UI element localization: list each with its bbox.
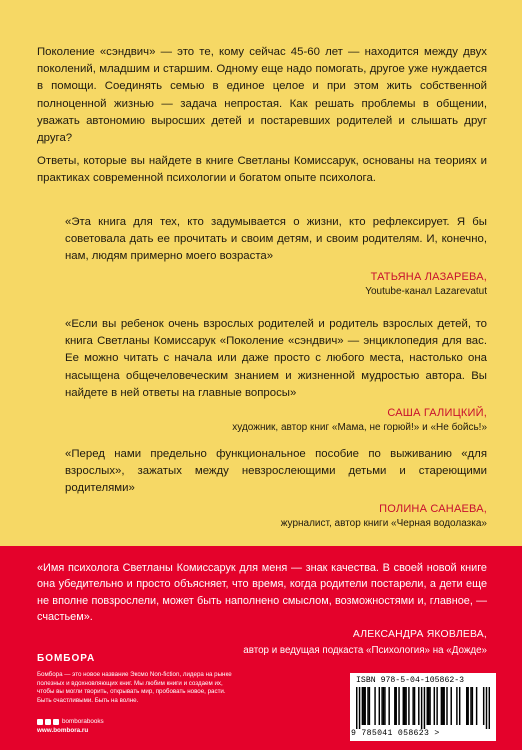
barcode-bar xyxy=(363,687,364,725)
facebook-icon xyxy=(37,719,43,725)
barcode-bar xyxy=(383,687,384,725)
barcode-bar xyxy=(456,687,457,725)
intro-paragraph-1: Поколение «сэндвич» — это те, кому сейчас 45-60 лет — находится между двух поколений, младшим и старшим. Одному еще надо помогать, другое уже нуждается в помощи. Соединять семью в единое целое и при этом жить собственной полноценной жизнью — задача непростая. Как решать проблемы в общении, уважать автономию выросших детей и постаревших родителей и слышать друг друга? xyxy=(37,46,487,145)
barcode-bar xyxy=(356,687,357,729)
social-handle: bomborabooks xyxy=(62,718,104,725)
featured-quote-role: автор и ведущая подкаста «Психология» на «Дожде» xyxy=(243,645,487,656)
barcode-bar xyxy=(394,687,395,725)
barcode-bar xyxy=(369,687,370,725)
barcode-bar xyxy=(414,687,415,725)
barcode-bar xyxy=(381,687,382,725)
barcode-bar xyxy=(451,687,452,725)
barcode-bar xyxy=(374,687,375,725)
review-author: САША ГАЛИЦКИЙ, xyxy=(387,407,487,420)
barcode-bar xyxy=(442,687,443,725)
barcode-bar xyxy=(472,687,473,725)
barcode-bar xyxy=(470,687,471,725)
barcode-bar xyxy=(388,687,389,725)
barcode-bar xyxy=(443,687,444,725)
publisher-website: www.bombora.ru xyxy=(37,727,89,734)
barcode-bar xyxy=(434,687,435,725)
publisher-description: Бомбора — это новое название Эксмо Non-fiction, лидера на рынке полезных и вдохновляющих книг. Мы любим книги и создаем их, чтобы вы могли творить, открывать мир, пробовать новое, расти. Быть счастливыми. Быть на волне. xyxy=(37,671,232,704)
featured-quote-text: «Имя психолога Светланы Комиссарук для меня — знак качества. В своей новой книге она убедительно и просто объясняет, что время, когда родители постарели, а дети еще не вполне повзрослели, может быть наполнено смыслом, возможностями и, главное, — счастьем». xyxy=(37,562,487,624)
barcode-bar xyxy=(459,687,460,725)
barcode-bar xyxy=(428,687,429,725)
barcode-bar xyxy=(441,687,442,725)
review-author-role: Youtube-канал Lazarevatut xyxy=(365,285,487,297)
barcode-bar xyxy=(364,687,365,725)
barcode-digits: 9 785041 058623 > xyxy=(351,729,440,738)
barcode-bar xyxy=(403,687,404,725)
bottom-section xyxy=(0,546,522,750)
featured-quote-author: АЛЕКСАНДРА ЯКОВЛЕВА, xyxy=(352,629,487,640)
review-author-role: журналист, автор книги «Черная водолазка» xyxy=(280,517,487,529)
barcode-bar xyxy=(466,687,467,725)
barcode-bar xyxy=(408,687,409,725)
intro-paragraph-2: Ответы, которые вы найдете в книге Светланы Комиссарук, основаны на теориях и практиках современной психологии и богатом опыте психолога. xyxy=(37,155,487,185)
barcode-bar xyxy=(367,687,368,725)
review-quote-lazareva xyxy=(65,214,487,297)
review-author: ПОЛИНА САНАЕВА, xyxy=(379,502,487,515)
isbn-label: ISBN 978-5-04-105862-3 xyxy=(356,676,465,685)
barcode-bar xyxy=(489,687,490,729)
barcode-block xyxy=(350,673,496,741)
barcode-bar xyxy=(467,687,468,725)
review-author: ТАТЬЯНА ЛАЗАРЕВА, xyxy=(370,270,487,283)
barcode-bar xyxy=(427,687,428,725)
barcode-bar xyxy=(421,687,422,729)
barcode-image xyxy=(356,687,490,729)
barcode-bar xyxy=(404,687,405,725)
barcode-bar xyxy=(395,687,396,725)
social-icons xyxy=(37,719,59,725)
review-quote-text: «Эта книга для тех, кто задумывается о жизни, кто рефлексирует. Я бы советовала дать ее прочитать и своим детям, и своим родителям. И, конечно, нам, людям примерно моего возраста» xyxy=(65,216,487,263)
vk-icon xyxy=(45,719,51,725)
review-quote-text: «Перед нами предельно функциональное пособие по выживанию «для взрослых», зажатых между невзрослеющими детьми и стареющими родителями» xyxy=(65,448,487,495)
review-quote-sanaeva xyxy=(65,446,487,529)
barcode-bar xyxy=(412,687,413,725)
barcode-bar xyxy=(436,687,437,725)
barcode-bar xyxy=(405,687,406,725)
barcode-bar xyxy=(486,687,487,729)
review-quote-galitsky xyxy=(65,316,487,433)
review-author-role: художник, автор книг «Мама, не горюй!» и «Не бойсь!» xyxy=(232,422,487,434)
barcode-bar xyxy=(359,687,360,729)
barcode-bar xyxy=(476,687,477,725)
barcode-bar xyxy=(398,687,399,725)
barcode-bar xyxy=(429,687,430,725)
barcode-bar xyxy=(424,687,425,729)
review-quote-text: «Если вы ребенок очень взрослых родителей и родитель взрослых детей, то книга Светланы Комиссарук «Поколение «сэндвич» — энциклопедия для вас. Ее можно читать с начала или даже просто с любого места, настолько она насыщена общечеловеческим знанием и жизненной мудростью автора. Вы найдете в ней ответы на главные вопросы» xyxy=(65,318,487,399)
barcode-bar xyxy=(418,687,419,725)
publisher-social xyxy=(37,718,104,727)
publisher-logo: БОМБОРА xyxy=(37,653,96,664)
barcode-bar xyxy=(446,687,447,725)
barcode-bar xyxy=(362,687,363,725)
intro-block xyxy=(37,44,487,194)
instagram-icon xyxy=(53,719,59,725)
barcode-bar xyxy=(483,687,484,725)
barcode-bar xyxy=(379,687,380,725)
barcode-bar xyxy=(384,687,385,725)
